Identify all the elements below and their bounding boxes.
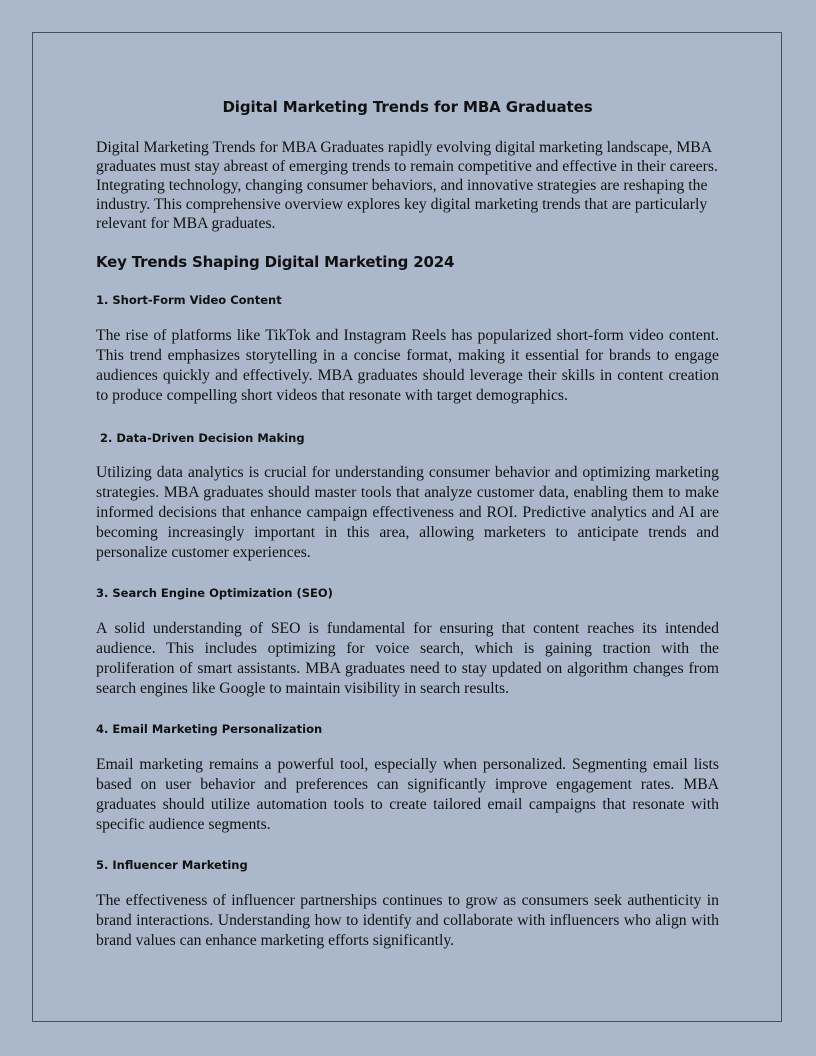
trend-heading: 4. Email Marketing Personalization <box>96 722 323 736</box>
trend-item <box>96 857 719 951</box>
trend-heading: 3. Search Engine Optimization (SEO) <box>96 586 333 600</box>
trend-heading: 2. Data-Driven Decision Making <box>96 431 305 445</box>
trend-body: The rise of platforms like TikTok and Instagram Reels has popularized short-form video content. This trend emphasizes storytelling in a concise format, making it essential for brands to engage audiences quickly and effectively. MBA graduates should leverage their skills in content creation to produce compelling short videos that resonate with target demographics. <box>96 327 719 404</box>
document-title: Digital Marketing Trends for MBA Graduates <box>222 98 593 116</box>
trend-item <box>96 721 719 835</box>
trend-item <box>96 585 719 699</box>
trend-body: Email marketing remains a powerful tool, especially when personalized. Segmenting email lists based on user behavior and preferences can significantly improve engagement rates. MBA graduates should utilize automation tools to create tailored email campaigns that resonate with specific audience segments. <box>96 756 719 833</box>
section-heading: Key Trends Shaping Digital Marketing 2024 <box>96 253 455 271</box>
trend-heading: 1. Short-Form Video Content <box>96 293 282 307</box>
trend-item <box>96 292 719 406</box>
trend-item <box>96 430 719 563</box>
trend-body: A solid understanding of SEO is fundamental for ensuring that content reaches its intended audience. This includes optimizing for voice search, which is gaining traction with the proliferation of smart assistants. MBA graduates need to stay updated on algorithm changes from search engines like Google to maintain visibility in search results. <box>96 620 719 697</box>
trend-heading: 5. Influencer Marketing <box>96 858 248 872</box>
intro-paragraph: Digital Marketing Trends for MBA Graduates rapidly evolving digital marketing landscape, MBA graduates must stay abreast of emerging trends to remain competitive and effective in their careers. Integrating technology, changing consumer behaviors, and innovative strategies are reshaping the industry. This comprehensive overview explores key digital marketing trends that are particularly relevant for MBA graduates. <box>96 139 718 232</box>
document-body <box>96 95 719 949</box>
trend-body: Utilizing data analytics is crucial for understanding consumer behavior and optimizing marketing strategies. MBA graduates should master tools that analyze customer data, enabling them to make informed decisions that enhance campaign effectiveness and ROI. Predictive analytics and AI are becoming increasingly important in this area, allowing marketers to anticipate trends and personalize customer experiences. <box>96 464 719 561</box>
trend-body: The effectiveness of influencer partnerships continues to grow as consumers seek authenticity in brand interactions. Understanding how to identify and collaborate with influencers who align with brand values can enhance marketing efforts significantly. <box>96 892 719 949</box>
